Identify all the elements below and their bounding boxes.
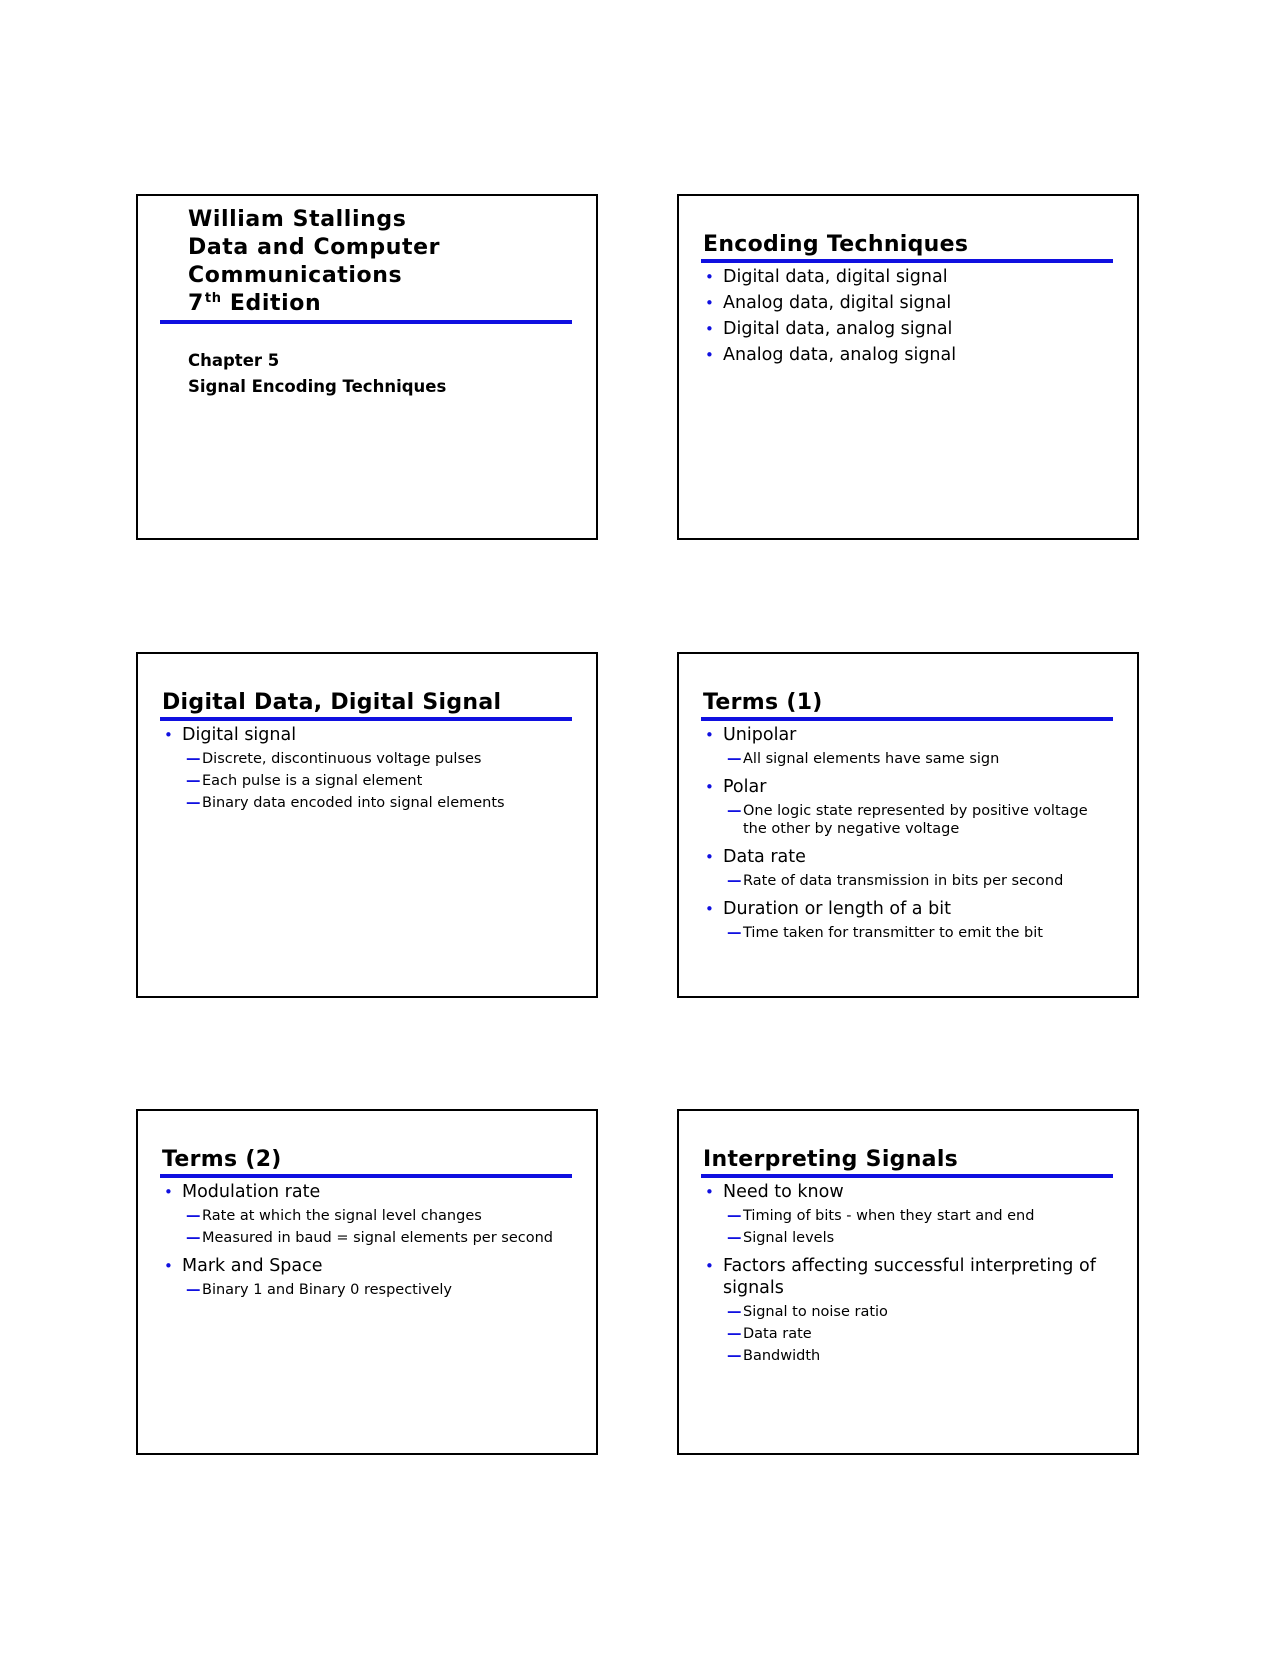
- heading-underline: [701, 1174, 1113, 1178]
- title-line: Data and Computer: [188, 235, 441, 260]
- sub-bullet-text: Each pulse is a signal element: [202, 773, 423, 789]
- bullet-dot-icon: •: [164, 1183, 173, 1201]
- bullet-text: Duration or length of a bit: [723, 899, 951, 919]
- dash-icon: —: [727, 1326, 742, 1342]
- sub-bullet-item: [703, 1229, 1113, 1247]
- heading-underline: [160, 717, 572, 721]
- slide-interpreting-signals: [677, 1109, 1139, 1455]
- dash-icon: —: [727, 1230, 742, 1246]
- sub-bullet-item: [162, 1207, 572, 1225]
- dash-icon: —: [727, 873, 742, 889]
- slide-content: [162, 1181, 572, 1303]
- sub-bullet-item: [162, 772, 572, 790]
- sub-bullet-text: Measured in baud = signal elements per second: [202, 1230, 553, 1246]
- bullet-item: [703, 724, 1113, 746]
- bullet-dot-icon: •: [705, 900, 714, 918]
- slide-encoding-techniques: [677, 194, 1139, 540]
- bullet-item: [162, 1181, 572, 1203]
- bullet-dot-icon: •: [705, 726, 714, 744]
- sub-bullet-item: [703, 1347, 1113, 1365]
- bullet-text: Analog data, analog signal: [723, 345, 957, 365]
- chapter-number: Chapter 5: [188, 351, 280, 370]
- slide-heading: Encoding Techniques: [703, 232, 969, 257]
- slide-terms-2: [136, 1109, 598, 1455]
- sub-bullet-item: [703, 1303, 1113, 1321]
- dash-icon: —: [186, 751, 201, 767]
- bullet-item: [703, 1255, 1113, 1299]
- edition-line: [188, 290, 440, 318]
- bullet-dot-icon: •: [705, 346, 714, 364]
- bullet-item: [703, 292, 1113, 314]
- sub-bullet-text: Bandwidth: [743, 1348, 821, 1364]
- sub-bullet-text: One logic state represented by positive voltage the other by negative voltage: [743, 803, 1088, 837]
- sub-bullet-item: [703, 872, 1113, 890]
- bullet-dot-icon: •: [705, 268, 714, 286]
- slide-digital-data-digital-signal: [136, 652, 598, 998]
- bullet-text: Data rate: [723, 847, 806, 867]
- slide-heading: Digital Data, Digital Signal: [162, 690, 502, 715]
- bullet-item: [703, 318, 1113, 340]
- bullet-dot-icon: •: [705, 778, 714, 796]
- bullet-text: Factors affecting successful interpreting of signals: [723, 1256, 1096, 1298]
- slide-heading: Terms (2): [162, 1147, 282, 1172]
- dash-icon: —: [727, 1208, 742, 1224]
- bullet-dot-icon: •: [164, 1257, 173, 1275]
- bullet-item: [703, 266, 1113, 288]
- sub-bullet-text: All signal elements have same sign: [743, 751, 1000, 767]
- sub-bullet-item: [703, 1325, 1113, 1343]
- bullet-item: [703, 344, 1113, 366]
- slide-content: [703, 724, 1113, 946]
- dash-icon: —: [727, 1348, 742, 1364]
- heading-underline: [701, 717, 1113, 721]
- bullet-text: Need to know: [723, 1182, 844, 1202]
- chapter-block: [188, 348, 446, 400]
- bullet-item: [162, 724, 572, 746]
- slide-title: [136, 194, 598, 540]
- bullet-dot-icon: •: [705, 294, 714, 312]
- bullet-item: [703, 898, 1113, 920]
- slide-heading: Terms (1): [703, 690, 823, 715]
- sub-bullet-text: Discrete, discontinuous voltage pulses: [202, 751, 482, 767]
- sub-bullet-text: Rate at which the signal level changes: [202, 1208, 482, 1224]
- sub-bullet-text: Timing of bits - when they start and end: [743, 1208, 1035, 1224]
- sub-bullet-item: [703, 750, 1113, 768]
- dash-icon: —: [186, 1230, 201, 1246]
- sub-bullet-text: Rate of data transmission in bits per second: [743, 873, 1064, 889]
- bullet-item: [703, 1181, 1113, 1203]
- edition-suffix: th: [204, 291, 222, 306]
- sub-bullet-item: [703, 924, 1113, 942]
- heading-underline: [160, 1174, 572, 1178]
- bullet-text: Mark and Space: [182, 1256, 323, 1276]
- bullet-item: [703, 846, 1113, 868]
- sub-bullet-text: Signal levels: [743, 1230, 835, 1246]
- bullet-text: Unipolar: [723, 725, 797, 745]
- sub-bullet-item: [703, 802, 1113, 838]
- title-line: Communications: [188, 263, 403, 288]
- bullet-text: Analog data, digital signal: [723, 293, 952, 313]
- sub-bullet-item: [162, 794, 572, 812]
- sub-bullet-item: [162, 750, 572, 768]
- bullet-dot-icon: •: [705, 320, 714, 338]
- bullet-text: Digital signal: [182, 725, 297, 745]
- slide-terms-1: [677, 652, 1139, 998]
- dash-icon: —: [186, 1282, 201, 1298]
- sub-bullet-item: [162, 1229, 572, 1247]
- bullet-dot-icon: •: [705, 1257, 714, 1275]
- slide-heading: Interpreting Signals: [703, 1147, 959, 1172]
- sub-bullet-text: Data rate: [743, 1326, 812, 1342]
- bullet-dot-icon: •: [705, 848, 714, 866]
- bullet-text: Modulation rate: [182, 1182, 321, 1202]
- sub-bullet-text: Signal to noise ratio: [743, 1304, 888, 1320]
- sub-bullet-item: [162, 1281, 572, 1299]
- slide-content: [703, 1181, 1113, 1369]
- dash-icon: —: [727, 1304, 742, 1320]
- title-underline: [160, 320, 572, 324]
- dash-icon: —: [186, 773, 201, 789]
- bullet-item: [703, 776, 1113, 798]
- sub-bullet-item: [703, 1207, 1113, 1225]
- sub-bullet-text: Time taken for transmitter to emit the bit: [743, 925, 1043, 941]
- edition-number: 7: [188, 291, 204, 316]
- bullet-item: [162, 1255, 572, 1277]
- title-line: William Stallings: [188, 207, 407, 232]
- presentation-title: [188, 206, 440, 318]
- dash-icon: —: [186, 795, 201, 811]
- chapter-subtitle: Signal Encoding Techniques: [188, 377, 447, 396]
- bullet-text: Polar: [723, 777, 767, 797]
- slide-content: [162, 724, 572, 816]
- sub-bullet-text: Binary data encoded into signal elements: [202, 795, 505, 811]
- edition-word: Edition: [229, 291, 322, 316]
- dash-icon: —: [727, 751, 742, 767]
- dash-icon: —: [727, 803, 742, 819]
- slide-content: [703, 266, 1113, 370]
- bullet-dot-icon: •: [705, 1183, 714, 1201]
- heading-underline: [701, 259, 1113, 263]
- dash-icon: —: [186, 1208, 201, 1224]
- sub-bullet-text: Binary 1 and Binary 0 respectively: [202, 1282, 453, 1298]
- dash-icon: —: [727, 925, 742, 941]
- bullet-text: Digital data, digital signal: [723, 267, 948, 287]
- bullet-text: Digital data, analog signal: [723, 319, 953, 339]
- bullet-dot-icon: •: [164, 726, 173, 744]
